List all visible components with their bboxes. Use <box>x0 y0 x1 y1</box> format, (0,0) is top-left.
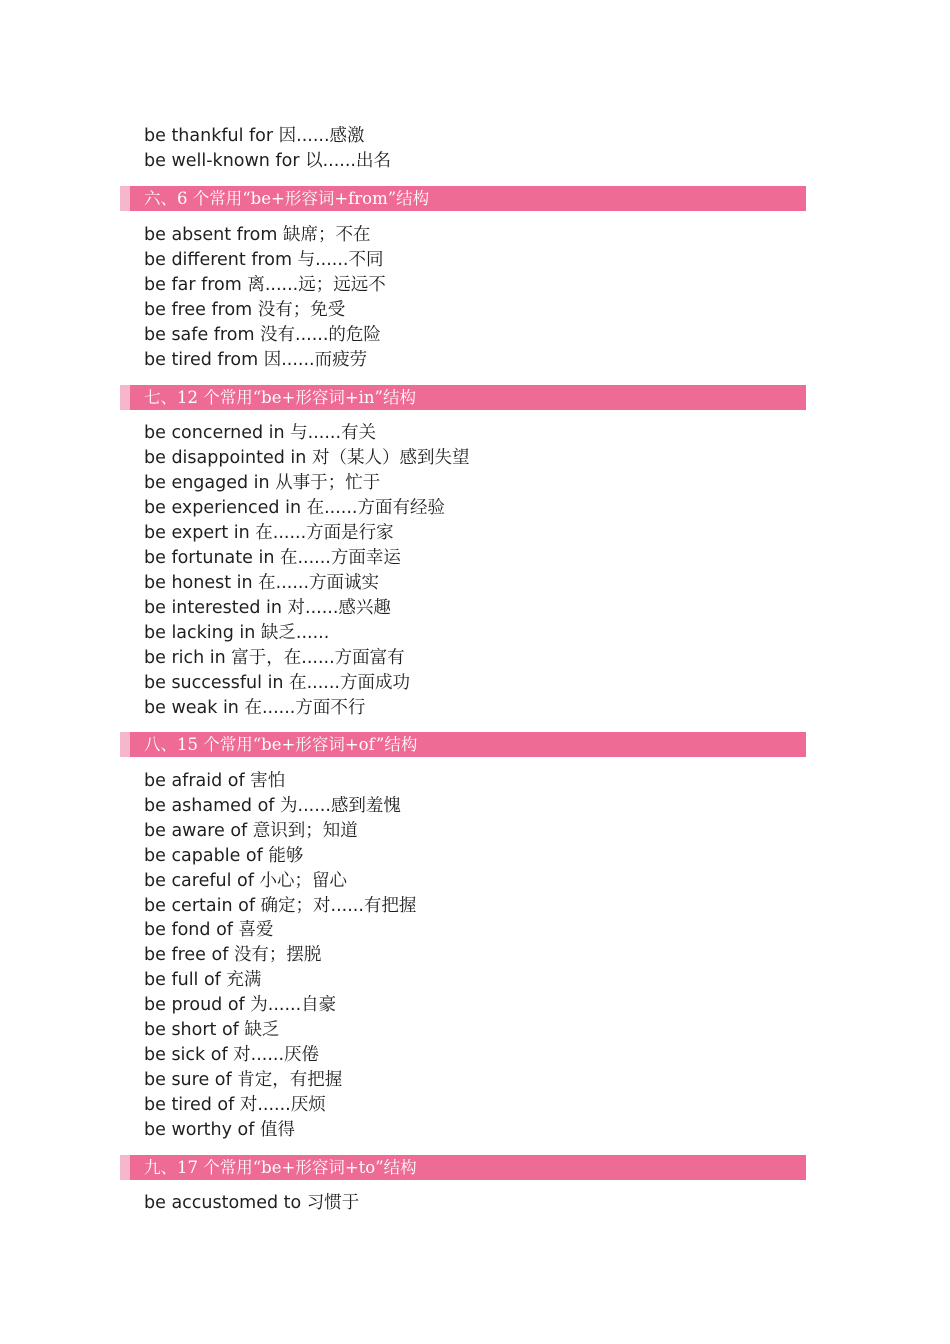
phrase-line: be sick of 对......厌倦 <box>144 1045 320 1065</box>
phrase-line: be rich in 富于，在......方面富有 <box>144 648 405 668</box>
phrase-line: be engaged in 从事于；忙于 <box>144 473 381 493</box>
phrase-line: be tired from 因......而疲劳 <box>144 350 368 370</box>
phrase-line: be accustomed to 习惯于 <box>144 1193 360 1213</box>
phrase-line: be ashamed of 为......感到羞愧 <box>144 796 401 816</box>
phrase-line: be disappointed in 对（某人）感到失望 <box>144 448 470 468</box>
section-title: 七、12 个常用“be+形容词+in”结构 <box>144 388 416 407</box>
phrase-line: be successful in 在......方面成功 <box>144 673 410 693</box>
phrase-line: be short of 缺乏 <box>144 1020 280 1040</box>
phrase-line: be different from 与......不同 <box>144 250 384 270</box>
phrase-line: be worthy of 值得 <box>144 1120 295 1140</box>
section-title: 八、15 个常用“be+形容词+of”结构 <box>144 735 418 754</box>
phrase-line: be tired of 对......厌烦 <box>144 1095 326 1115</box>
phrase-line: be expert in 在......方面是行家 <box>144 523 394 543</box>
phrase-line: be absent from 缺席；不在 <box>144 225 371 245</box>
section-header <box>120 732 806 757</box>
section-title: 九、17 个常用“be+形容词+to”结构 <box>144 1158 417 1177</box>
phrase-line: be proud of 为......自豪 <box>144 995 337 1015</box>
phrase-line: be honest in 在......方面诚实 <box>144 573 380 593</box>
phrase-line: be far from 离......远；远远不 <box>144 275 386 295</box>
phrase-line: be fortunate in 在......方面幸运 <box>144 548 401 568</box>
phrase-line: be certain of 确定；对......有把握 <box>144 896 417 916</box>
section-header <box>120 385 806 410</box>
phrase-line: be well-known for 以......出名 <box>144 151 391 171</box>
phrase-line: be thankful for 因......感激 <box>144 126 365 146</box>
phrase-line: be interested in 对......感兴趣 <box>144 598 391 618</box>
phrase-line: be weak in 在......方面不行 <box>144 698 366 718</box>
phrase-line: be free from 没有；免受 <box>144 300 346 320</box>
phrase-line: be free of 没有；摆脱 <box>144 945 322 965</box>
phrase-line: be safe from 没有......的危险 <box>144 325 381 345</box>
phrase-line: be lacking in 缺乏...... <box>144 623 330 643</box>
section-header <box>120 1155 806 1180</box>
phrase-line: be full of 充满 <box>144 970 262 990</box>
phrase-line: be careful of 小心；留心 <box>144 871 347 891</box>
phrase-line: be sure of 肯定，有把握 <box>144 1070 343 1090</box>
phrase-line: be aware of 意识到；知道 <box>144 821 358 841</box>
phrase-line: be afraid of 害怕 <box>144 771 286 791</box>
phrase-line: be experienced in 在......方面有经验 <box>144 498 445 518</box>
section-header <box>120 186 806 211</box>
phrase-line: be fond of 喜爱 <box>144 920 274 940</box>
phrase-line: be capable of 能够 <box>144 846 304 866</box>
phrase-line: be concerned in 与......有关 <box>144 423 377 443</box>
section-title: 六、6 个常用“be+形容词+from”结构 <box>144 189 430 208</box>
